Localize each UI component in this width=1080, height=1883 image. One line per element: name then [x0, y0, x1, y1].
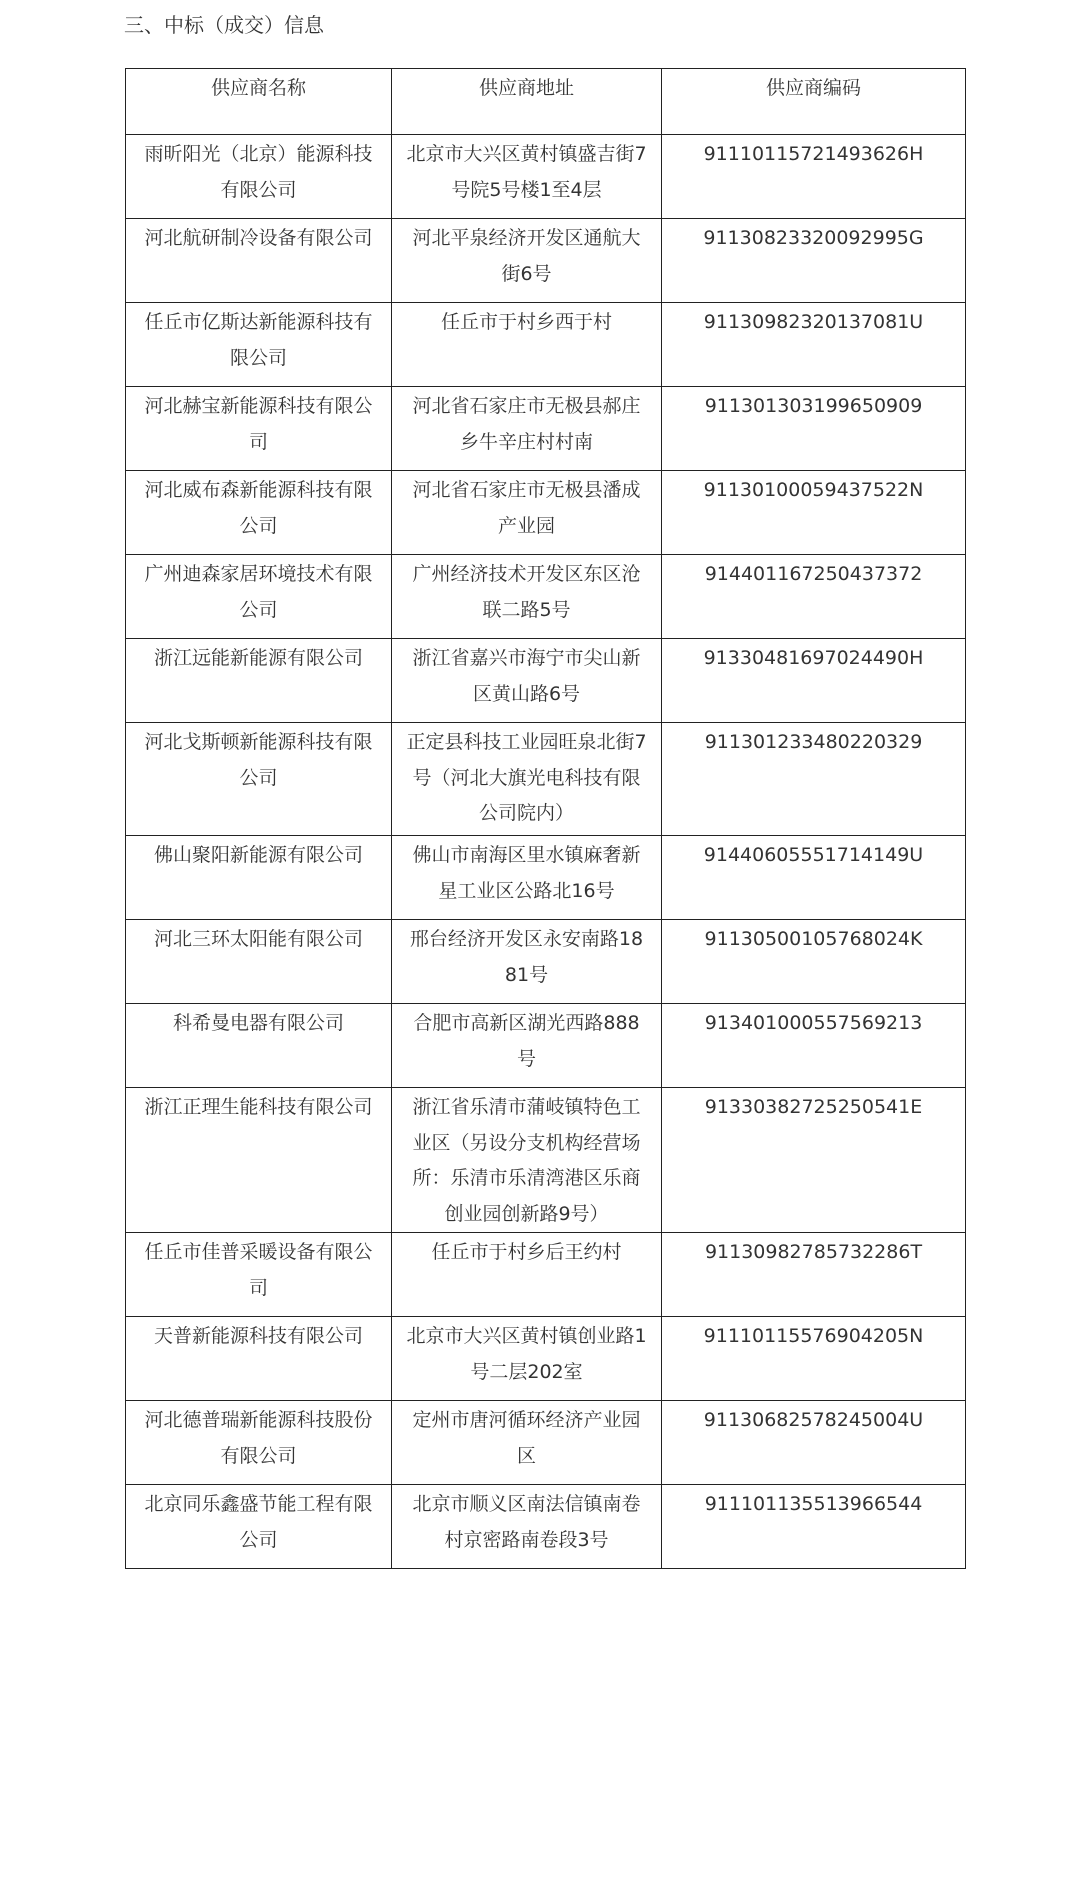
supplier-table	[125, 68, 966, 1569]
table-row	[126, 836, 966, 920]
table-row	[126, 1088, 966, 1233]
supplier-code-cell: 911301303199650909	[662, 387, 966, 471]
supplier-name-cell: 任丘市佳普采暖设备有限公司	[126, 1233, 392, 1317]
supplier-address-cell: 河北平泉经济开发区通航大街6号	[392, 219, 662, 303]
table-row	[126, 1485, 966, 1569]
supplier-name-cell: 河北戈斯顿新能源科技有限公司	[126, 723, 392, 836]
supplier-code-cell: 91330382725250541E	[662, 1088, 966, 1233]
supplier-address-cell: 任丘市于村乡西于村	[392, 303, 662, 387]
table-row	[126, 1004, 966, 1088]
supplier-name-cell: 河北威布森新能源科技有限公司	[126, 471, 392, 555]
supplier-code-cell: 91130500105768024K	[662, 920, 966, 1004]
table-row	[126, 135, 966, 219]
supplier-code-cell: 91440605551714149U	[662, 836, 966, 920]
supplier-name-cell: 河北航研制冷设备有限公司	[126, 219, 392, 303]
supplier-address-cell: 广州经济技术开发区东区沧联二路5号	[392, 555, 662, 639]
table-row	[126, 303, 966, 387]
supplier-address-cell: 佛山市南海区里水镇麻奢新星工业区公路北16号	[392, 836, 662, 920]
supplier-name-cell: 科希曼电器有限公司	[126, 1004, 392, 1088]
table-row	[126, 387, 966, 471]
supplier-code-cell: 91110115721493626H	[662, 135, 966, 219]
supplier-address-cell: 北京市顺义区南法信镇南卷村京密路南卷段3号	[392, 1485, 662, 1569]
table-row	[126, 1401, 966, 1485]
supplier-code-cell: 91130982320137081U	[662, 303, 966, 387]
supplier-code-cell: 91330481697024490H	[662, 639, 966, 723]
supplier-name-cell: 北京同乐鑫盛节能工程有限公司	[126, 1485, 392, 1569]
supplier-address-cell: 浙江省乐清市蒲岐镇特色工业区（另设分支机构经营场所：乐清市乐清湾港区乐商创业园创新路9号）	[392, 1088, 662, 1233]
table-row	[126, 219, 966, 303]
supplier-address-cell: 任丘市于村乡后王约村	[392, 1233, 662, 1317]
table-row	[126, 723, 966, 836]
supplier-name-cell: 浙江正理生能科技有限公司	[126, 1088, 392, 1233]
header-supplier-code: 供应商编码	[662, 69, 966, 135]
supplier-name-cell: 浙江远能新能源有限公司	[126, 639, 392, 723]
supplier-name-cell: 雨昕阳光（北京）能源科技有限公司	[126, 135, 392, 219]
supplier-address-cell: 北京市大兴区黄村镇创业路1号二层202室	[392, 1317, 662, 1401]
supplier-code-cell: 91130682578245004U	[662, 1401, 966, 1485]
supplier-address-cell: 正定县科技工业园旺泉北街7号（河北大旗光电科技有限公司院内）	[392, 723, 662, 836]
supplier-name-cell: 河北赫宝新能源科技有限公司	[126, 387, 392, 471]
supplier-name-cell: 任丘市亿斯达新能源科技有限公司	[126, 303, 392, 387]
supplier-code-cell: 91130100059437522N	[662, 471, 966, 555]
supplier-code-cell: 91110115576904205N	[662, 1317, 966, 1401]
supplier-code-cell: 911101135513966544	[662, 1485, 966, 1569]
table-header-row	[126, 69, 966, 135]
supplier-name-cell: 河北三环太阳能有限公司	[126, 920, 392, 1004]
table-row	[126, 1317, 966, 1401]
supplier-address-cell: 浙江省嘉兴市海宁市尖山新区黄山路6号	[392, 639, 662, 723]
table-row	[126, 920, 966, 1004]
supplier-address-cell: 合肥市高新区湖光西路888号	[392, 1004, 662, 1088]
supplier-code-cell: 911301233480220329	[662, 723, 966, 836]
supplier-address-cell: 邢台经济开发区永安南路1881号	[392, 920, 662, 1004]
supplier-code-cell: 914401167250437372	[662, 555, 966, 639]
section-title: 三、中标（成交）信息	[124, 13, 324, 37]
table-row	[126, 471, 966, 555]
supplier-address-cell: 北京市大兴区黄村镇盛吉街7号院5号楼1至4层	[392, 135, 662, 219]
supplier-code-cell: 913401000557569213	[662, 1004, 966, 1088]
header-supplier-address: 供应商地址	[392, 69, 662, 135]
supplier-name-cell: 河北德普瑞新能源科技股份有限公司	[126, 1401, 392, 1485]
supplier-address-cell: 河北省石家庄市无极县潘成产业园	[392, 471, 662, 555]
supplier-address-cell: 定州市唐河循环经济产业园区	[392, 1401, 662, 1485]
supplier-code-cell: 91130823320092995G	[662, 219, 966, 303]
header-supplier-name: 供应商名称	[126, 69, 392, 135]
supplier-code-cell: 91130982785732286T	[662, 1233, 966, 1317]
table-row	[126, 555, 966, 639]
supplier-address-cell: 河北省石家庄市无极县郝庄乡牛辛庄村村南	[392, 387, 662, 471]
supplier-name-cell: 天普新能源科技有限公司	[126, 1317, 392, 1401]
supplier-name-cell: 广州迪森家居环境技术有限公司	[126, 555, 392, 639]
supplier-name-cell: 佛山聚阳新能源有限公司	[126, 836, 392, 920]
table-row	[126, 639, 966, 723]
table-row	[126, 1233, 966, 1317]
